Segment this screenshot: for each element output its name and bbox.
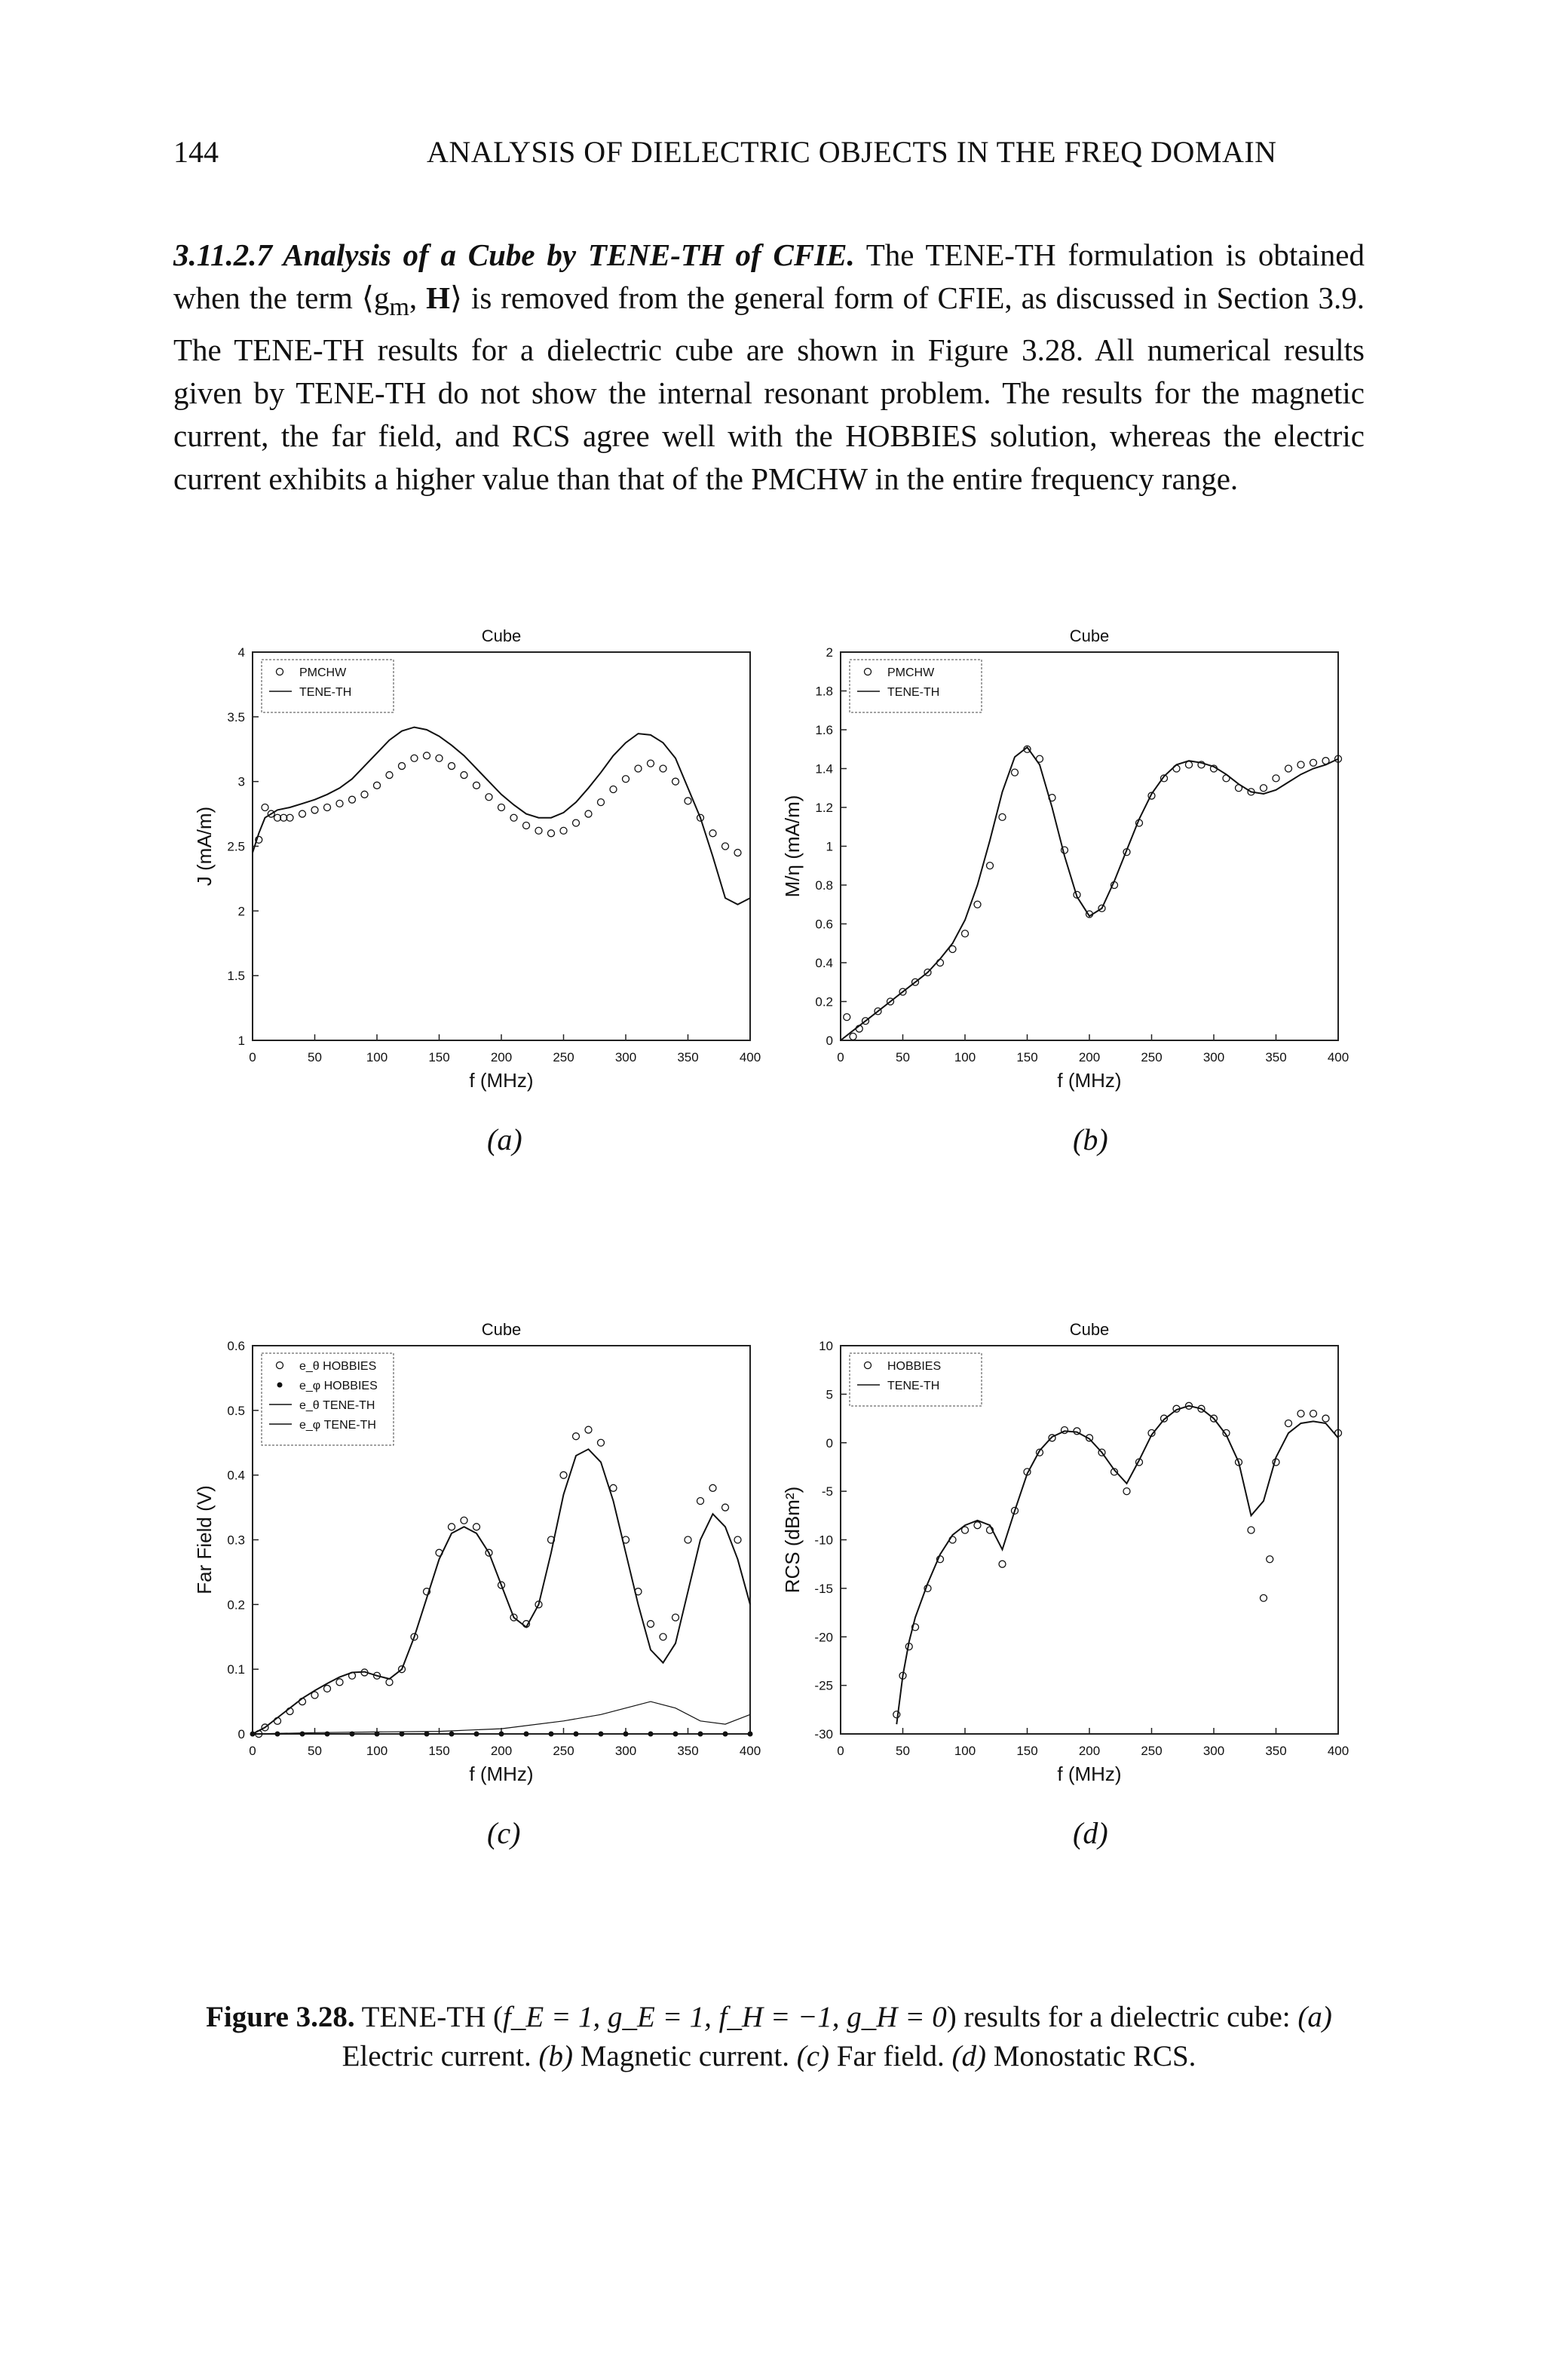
x-tick-label: 150	[1016, 1050, 1038, 1064]
x-tick-label: 50	[896, 1050, 910, 1064]
data-point	[548, 830, 555, 837]
x-tick-label: 200	[490, 1744, 513, 1758]
data-dot	[698, 1732, 703, 1737]
legend	[262, 660, 394, 712]
caption-text: Magnetic current.	[573, 2040, 797, 2072]
legend	[850, 660, 982, 712]
figure-panel-a	[188, 618, 777, 1108]
x-tick-label: 400	[739, 1050, 761, 1064]
x-tick-label: 150	[428, 1744, 450, 1758]
data-point	[1285, 1420, 1292, 1427]
y-tick-label: 1.8	[815, 684, 833, 699]
math-bold: H	[426, 280, 451, 315]
legend	[850, 1353, 982, 1406]
data-point	[660, 1634, 666, 1640]
series-line-1	[896, 1406, 1338, 1724]
math-sep: ,	[409, 280, 427, 315]
y-tick-label: -20	[814, 1630, 833, 1645]
data-point	[486, 794, 492, 801]
x-tick-label: 150	[428, 1050, 450, 1064]
legend-label: TENE-TH	[887, 1380, 940, 1392]
figure-panel-c	[188, 1312, 777, 1802]
x-axis-label: f (MHz)	[1057, 1763, 1122, 1785]
x-tick-label: 250	[553, 1050, 574, 1064]
y-tick-label: 0.2	[227, 1597, 245, 1613]
x-tick-label: 300	[1202, 1050, 1225, 1064]
data-point	[573, 819, 580, 826]
data-point	[349, 796, 356, 803]
x-tick-label: 300	[614, 1050, 637, 1064]
caption-params: f_E = 1, g_E = 1, f_H = −1, g_H = 0	[503, 2001, 947, 2033]
legend-label: e_φ HOBBIES	[299, 1380, 378, 1392]
panel-letter-c: (c)	[487, 1816, 521, 1850]
data-point	[648, 760, 654, 767]
data-point	[974, 1522, 981, 1529]
caption-text: Electric current.	[342, 2040, 539, 2072]
caption-label: Figure 3.28.	[206, 2001, 355, 2033]
data-point	[937, 960, 944, 966]
figure-caption	[173, 1998, 1365, 2076]
x-tick-label: 250	[553, 1744, 574, 1758]
x-tick-label: 250	[1141, 1050, 1163, 1064]
panel-letter-b: (b)	[1073, 1123, 1108, 1156]
y-tick-label: 4	[237, 645, 245, 660]
panel-letter-d: (d)	[1073, 1816, 1108, 1850]
caption-text: TENE-TH (	[361, 2001, 504, 2033]
math-close: ⟩	[450, 280, 463, 315]
legend-label: e_θ TENE-TH	[299, 1399, 375, 1412]
data-point	[299, 810, 306, 817]
x-tick-label: 350	[677, 1744, 699, 1758]
y-tick-label: 3	[237, 774, 245, 789]
data-point	[850, 1033, 856, 1040]
x-tick-label: 400	[1327, 1744, 1349, 1758]
y-tick-label: 1	[237, 1034, 245, 1048]
data-dot	[648, 1732, 654, 1737]
data-point	[1248, 1527, 1254, 1533]
paragraph-text: is removed from the general form of CFIE, as discussed in Section 3.9. The TENE-TH results for a dielectric cube are shown in Figure 3.28. All numerical results given by TENE-TH do not show the internal resonant problem. The results for the magnetic current, the far field, and RCS agree well with the HOBBIES solution, whereas the electric current exhibits a higher value than that of the PMCHW in the entire frequency range.	[173, 280, 1365, 497]
data-point	[734, 850, 741, 856]
data-dot	[449, 1732, 455, 1737]
legend-marker	[277, 1383, 283, 1388]
y-tick-label: -30	[814, 1727, 833, 1741]
x-tick-label: 50	[896, 1744, 910, 1758]
data-point	[510, 814, 517, 821]
caption-ref-d: (d)	[951, 2040, 986, 2072]
y-tick-label: 5	[826, 1387, 833, 1402]
y-tick-label: 1.6	[815, 723, 833, 737]
data-point	[336, 1679, 343, 1686]
inline-math	[361, 280, 463, 322]
series-line-1	[253, 727, 750, 905]
data-point	[685, 798, 691, 804]
y-axis-label: Far Field (V)	[193, 1485, 216, 1594]
data-point	[844, 1014, 850, 1021]
x-tick-label: 100	[954, 1050, 976, 1064]
data-point	[1297, 761, 1304, 768]
data-point	[399, 763, 406, 770]
chart-title: Cube	[481, 1320, 522, 1339]
x-tick-label: 0	[249, 1744, 256, 1758]
x-tick-label: 350	[1265, 1050, 1287, 1064]
y-tick-label: 0.4	[227, 1468, 245, 1483]
data-dot	[623, 1732, 629, 1737]
data-point	[324, 1685, 331, 1692]
chart-title: Cube	[1069, 1320, 1110, 1339]
data-point	[610, 786, 617, 792]
x-tick-label: 100	[954, 1744, 976, 1758]
data-point	[610, 1484, 617, 1491]
data-dot	[599, 1732, 604, 1737]
data-point	[424, 752, 430, 759]
y-tick-label: 0.6	[815, 917, 833, 932]
figure-panel-d	[777, 1312, 1365, 1802]
caption-text: Monostatic RCS.	[985, 2040, 1196, 2072]
data-point	[734, 1536, 741, 1543]
data-point	[1310, 759, 1317, 766]
data-point	[685, 1536, 691, 1543]
chart-title: Cube	[1069, 626, 1110, 645]
y-tick-label: 1.4	[815, 761, 833, 776]
data-point	[374, 782, 381, 789]
y-tick-label: 0.3	[227, 1533, 245, 1548]
data-point	[386, 772, 393, 779]
data-point	[473, 782, 480, 789]
x-tick-label: 150	[1016, 1744, 1038, 1758]
x-tick-label: 300	[614, 1744, 637, 1758]
data-point	[386, 1679, 393, 1686]
data-point	[974, 901, 981, 908]
data-point	[324, 804, 331, 811]
chart-a	[188, 618, 777, 1108]
data-dot	[499, 1732, 504, 1737]
x-tick-label: 350	[677, 1050, 699, 1064]
series-line-3	[253, 1702, 750, 1734]
data-point	[598, 799, 605, 806]
chart-title: Cube	[481, 626, 522, 645]
caption-text: Far field.	[829, 2040, 952, 2072]
y-tick-label: 1.2	[815, 801, 833, 815]
running-title: ANALYSIS OF DIELECTRIC OBJECTS IN THE FREQ DOMAIN	[427, 135, 1277, 169]
x-tick-label: 300	[1202, 1744, 1225, 1758]
y-axis-label: J (mA/m)	[193, 806, 216, 887]
data-point	[449, 763, 455, 770]
math-sub: m	[389, 293, 409, 322]
y-tick-label: 1.5	[227, 969, 245, 984]
y-tick-label: 0	[237, 1727, 245, 1741]
y-tick-label: 0	[826, 1034, 833, 1048]
y-tick-label: 0.2	[815, 994, 833, 1009]
data-point	[1310, 1411, 1317, 1417]
y-tick-label: 0.8	[815, 878, 833, 893]
data-point	[585, 810, 592, 817]
x-tick-label: 200	[1078, 1744, 1101, 1758]
y-tick-label: -25	[814, 1678, 833, 1693]
data-dot	[574, 1732, 579, 1737]
data-point	[722, 843, 729, 850]
y-tick-label: -10	[814, 1533, 833, 1548]
chart-c	[188, 1312, 777, 1802]
data-point	[623, 776, 630, 783]
data-point	[461, 1517, 467, 1524]
y-tick-label: 10	[819, 1339, 833, 1353]
legend-label: HOBBIES	[887, 1360, 942, 1373]
data-point	[411, 755, 418, 761]
data-dot	[474, 1732, 479, 1737]
data-point	[311, 807, 318, 813]
data-point	[598, 1439, 605, 1446]
caption-ref-b: (b)	[538, 2040, 573, 2072]
chart-d	[777, 1312, 1365, 1802]
legend-label: PMCHW	[887, 666, 935, 679]
math-open: ⟨g	[361, 280, 390, 315]
x-tick-label: 200	[490, 1050, 513, 1064]
y-axis-label: M/η (mA/m)	[781, 795, 804, 898]
data-point	[535, 827, 542, 834]
body-paragraph	[173, 234, 1365, 501]
data-point	[1012, 769, 1019, 776]
legend-label: TENE-TH	[299, 686, 352, 699]
legend-label: e_θ HOBBIES	[299, 1360, 377, 1373]
y-tick-label: 0.4	[815, 956, 833, 970]
data-point	[573, 1433, 580, 1440]
data-point	[436, 755, 443, 761]
data-point	[461, 772, 467, 779]
paragraph-text: The TENE-TH formulation is obtained when the term	[173, 237, 1365, 315]
data-point	[672, 1614, 679, 1621]
data-point	[498, 804, 505, 811]
data-point	[1267, 1556, 1273, 1563]
data-point	[722, 1504, 729, 1511]
x-axis-label: f (MHz)	[469, 1763, 534, 1785]
panel-letter-a: (a)	[487, 1123, 522, 1156]
y-tick-label: 0.1	[227, 1662, 245, 1677]
caption-text: ) results for a dielectric cube:	[946, 2001, 1298, 2033]
data-dot	[424, 1732, 430, 1737]
data-point	[523, 822, 530, 829]
caption-ref-a: (a)	[1297, 2001, 1332, 2033]
data-point	[1297, 1411, 1304, 1417]
x-tick-label: 200	[1078, 1050, 1101, 1064]
data-dot	[748, 1732, 753, 1737]
x-axis-label: f (MHz)	[1057, 1069, 1122, 1092]
data-point	[962, 930, 969, 937]
y-tick-label: -15	[814, 1581, 833, 1596]
data-point	[1261, 1594, 1267, 1601]
x-tick-label: 400	[739, 1744, 761, 1758]
data-dot	[275, 1732, 280, 1737]
data-point	[660, 765, 666, 772]
x-tick-label: 0	[837, 1744, 844, 1758]
data-point	[1285, 765, 1292, 772]
data-point	[648, 1621, 654, 1628]
x-tick-label: 250	[1141, 1744, 1163, 1758]
data-point	[1273, 775, 1279, 782]
y-tick-label: 2.5	[227, 839, 245, 854]
caption-ref-c: (c)	[796, 2040, 830, 2072]
y-tick-label: 3.5	[227, 709, 245, 724]
y-tick-label: 1	[826, 839, 833, 854]
data-dot	[549, 1732, 554, 1737]
data-point	[672, 778, 679, 785]
chart-b	[777, 618, 1365, 1108]
data-dot	[300, 1732, 305, 1737]
x-tick-label: 100	[366, 1744, 388, 1758]
data-point	[635, 765, 642, 772]
x-tick-label: 50	[308, 1744, 322, 1758]
data-point	[262, 804, 268, 811]
running-head	[173, 134, 1365, 179]
y-tick-label: 2	[826, 645, 833, 660]
section-heading: 3.11.2.7 Analysis of a Cube by TENE-TH of CFIE.	[173, 237, 855, 272]
y-tick-label: 2	[237, 904, 245, 919]
data-point	[336, 800, 343, 807]
y-axis-label: RCS (dBm²)	[781, 1486, 804, 1594]
x-tick-label: 0	[837, 1050, 844, 1064]
page-number: 144	[173, 135, 219, 169]
x-tick-label: 350	[1265, 1744, 1287, 1758]
data-point	[1322, 1415, 1329, 1422]
y-tick-label: 0.6	[227, 1339, 245, 1353]
data-point	[361, 791, 368, 798]
x-tick-label: 0	[249, 1050, 256, 1064]
data-point	[697, 1498, 704, 1505]
data-point	[473, 1524, 480, 1530]
data-point	[585, 1426, 592, 1433]
x-tick-label: 100	[366, 1050, 388, 1064]
data-dot	[673, 1732, 679, 1737]
y-tick-label: 0	[826, 1435, 833, 1450]
data-point	[709, 830, 716, 837]
legend-label: e_φ TENE-TH	[299, 1419, 376, 1432]
x-tick-label: 400	[1327, 1050, 1349, 1064]
data-dot	[524, 1732, 529, 1737]
data-point	[560, 1472, 567, 1478]
data-point	[709, 1484, 716, 1491]
y-tick-label: 0.5	[227, 1403, 245, 1418]
legend-label: TENE-TH	[887, 686, 940, 699]
y-tick-label: -5	[821, 1484, 833, 1499]
data-point	[987, 862, 994, 869]
x-axis-label: f (MHz)	[469, 1069, 534, 1092]
data-point	[560, 827, 567, 834]
data-point	[1261, 785, 1267, 792]
legend	[262, 1353, 394, 1445]
legend-label: PMCHW	[299, 666, 347, 679]
data-point	[893, 1711, 900, 1718]
x-tick-label: 50	[308, 1050, 322, 1064]
data-point	[1123, 1488, 1130, 1495]
data-dot	[723, 1732, 728, 1737]
data-point	[999, 813, 1006, 820]
data-point	[449, 1524, 455, 1530]
data-point	[999, 1561, 1006, 1567]
series-line-2	[253, 1449, 750, 1734]
figure-panel-b	[777, 618, 1365, 1108]
